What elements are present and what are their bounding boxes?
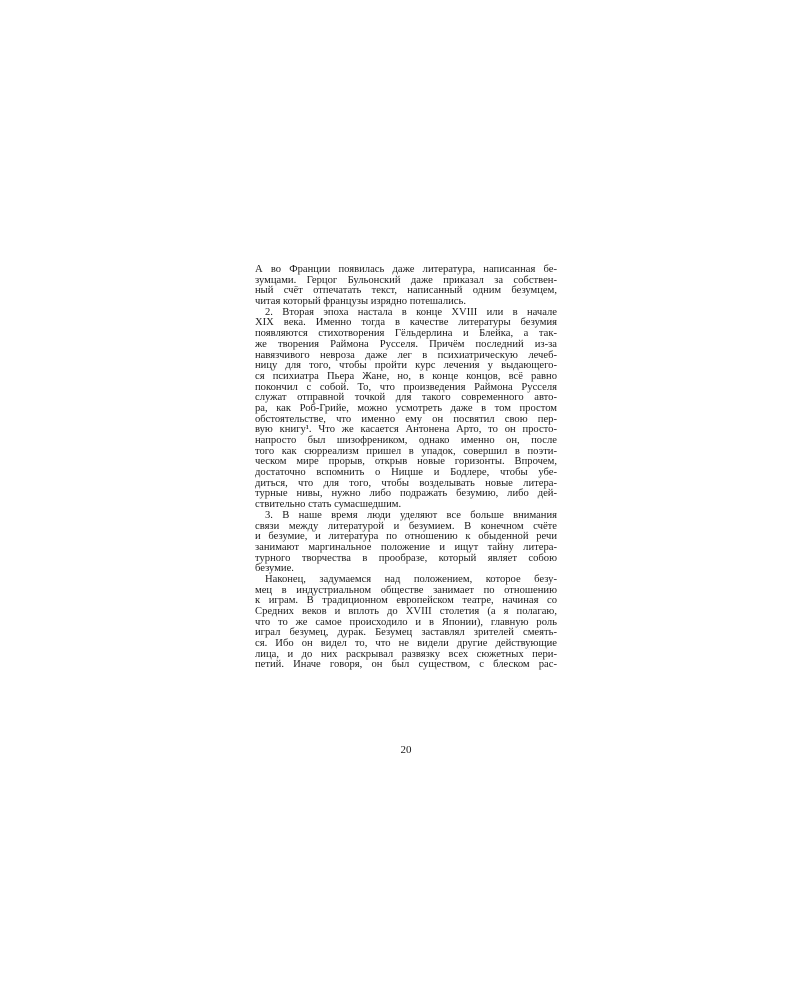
text-line: ческом мире прорыв, открыв новые горизонты. Впрочем, (255, 456, 557, 468)
text-line: 3. В наше время люди уделяют все больше внимания (265, 509, 557, 521)
paragraph (255, 575, 557, 671)
text-line: мец в индустриальном обществе занимает по отношению (255, 584, 557, 596)
text-line: читая который французы изрядно потешались. (255, 296, 466, 308)
text-line: того как сюрреализм пришел в упадок, совершил в поэти- (255, 445, 557, 457)
text-line: и безумие, и литература по отношению к обыденной речи (255, 531, 557, 543)
text-line: лица, и до них раскрывал развязку всех сюжетных пери- (255, 648, 557, 660)
text-line: Средних веков и вплоть до XVIII столетия (а я полагаю, (255, 606, 557, 617)
text-line: играл безумец, дурак. Безумец заставлял зрителей смеять- (255, 627, 557, 639)
text-line: диться, что для того, чтобы возделывать новые литера- (255, 477, 557, 489)
text-line: ся. Ибо он видел то, что не видели другие действующие (255, 638, 557, 650)
text-line: же творения Раймона Русселя. Причём последний из-за (255, 338, 557, 350)
text-line: А во Франции появилась даже литература, написанная бе- (255, 264, 557, 275)
text-line: турного творчества в прообразе, который являет собою (255, 552, 557, 564)
text-line: петий. Иначе говоря, он был существом, с блеском рас- (255, 659, 557, 671)
text-line: занимают маргинальное положение и ищут тайну литера- (255, 541, 557, 553)
text-line: что то же самое происходило и в Японии), главную роль (255, 616, 557, 628)
text-line: ницу для того, чтобы пройти курс лечения у выдающего- (255, 360, 557, 372)
text-line: навязчивого невроза даже лег в психиатрическую лечеб- (255, 349, 557, 361)
text-line: ся психиатра Пьера Жане, но, в конце концов, всё равно (255, 370, 557, 382)
page-body (255, 265, 557, 671)
text-line: ствительно стать сумасшедшим. (255, 499, 402, 511)
text-line: XIX века. Именно тогда в качестве литературы безумия (255, 317, 557, 329)
text-line: ра, как Роб-Грийе, можно усмотреть даже в том простом (255, 402, 557, 414)
text-line: 2. Вторая эпоха настала в конце XVIII или в начале (265, 306, 557, 318)
text-line: обстоятельстве, что именно ему он посвятил свою пер- (255, 413, 557, 425)
text-line: напросто был шизофреником, однако именно он, после (255, 435, 557, 446)
text-line: служат отправной точкой для такого современного авто- (255, 392, 557, 404)
text-line: турные нивы, нужно либо подражать безумию, либо дей- (255, 488, 557, 500)
text-line: ный счёт отпечатать текст, написанный одним безумцем, (255, 285, 557, 297)
paragraph (255, 265, 557, 308)
text-line: вую книгу¹. Что же касается Антонена Арто, то он просто- (255, 424, 557, 436)
text-line: связи между литературой и безумием. В конечном счёте (255, 520, 557, 532)
paragraph (255, 308, 557, 511)
text-line: к играм. В традиционном европейском театре, начиная со (255, 595, 557, 607)
text-line: зумцами. Герцог Бульонский даже приказал за собствен- (255, 274, 557, 286)
text-line: покончил с собой. То, что произведения Раймона Русселя (255, 381, 557, 393)
page-number: 20 (400, 744, 412, 756)
text-line: достаточно вспомнить о Ницше и Бодлере, чтобы убе- (255, 467, 557, 479)
text-line: появляются стихотворения Гёльдерлина и Блейка, а так- (255, 328, 557, 340)
text-line: Наконец, задумаемся над положением, которое безу- (265, 573, 557, 585)
text-line: безумие. (255, 563, 294, 575)
paragraph (255, 511, 557, 575)
